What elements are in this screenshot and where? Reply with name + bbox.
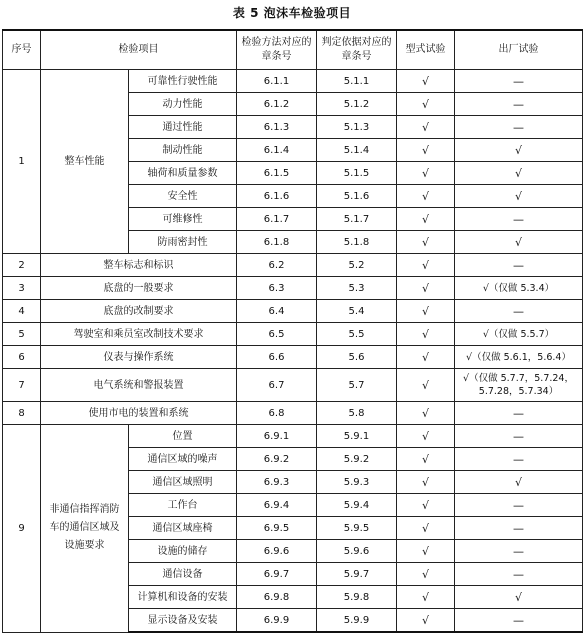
type-test-cell: √ bbox=[397, 402, 455, 425]
factory-test-cell: — bbox=[455, 402, 583, 425]
basis-cell: 5.7 bbox=[317, 369, 397, 402]
factory-test-cell bbox=[455, 369, 583, 402]
header-row bbox=[3, 30, 583, 70]
type-test-cell: √ bbox=[397, 609, 455, 633]
item-cell: 驾驶室和乘员室改制技术要求 bbox=[41, 323, 237, 346]
method-cell: 6.1.5 bbox=[237, 162, 317, 185]
item-cell: 使用市电的装置和系统 bbox=[41, 402, 237, 425]
factory-test-cell: — bbox=[455, 300, 583, 323]
factory-test-cell: √（仅做 5.5.7） bbox=[455, 323, 583, 346]
type-test-cell: √ bbox=[397, 70, 455, 93]
basis-cell: 5.1.1 bbox=[317, 70, 397, 93]
basis-cell: 5.2 bbox=[317, 254, 397, 277]
type-test-cell: √ bbox=[397, 323, 455, 346]
basis-cell: 5.1.5 bbox=[317, 162, 397, 185]
factory-test-cell: — bbox=[455, 116, 583, 139]
factory-test-cell: √ bbox=[455, 139, 583, 162]
factory-test-cell: √ bbox=[455, 162, 583, 185]
sub-item-cell: 通信区域座椅 bbox=[129, 517, 237, 540]
factory-test-cell: — bbox=[455, 494, 583, 517]
method-cell: 6.6 bbox=[237, 346, 317, 369]
sub-item-cell: 工作台 bbox=[129, 494, 237, 517]
table-row bbox=[3, 346, 583, 369]
type-test-cell: √ bbox=[397, 517, 455, 540]
factory-test-cell: √（仅做 5.3.4） bbox=[455, 277, 583, 300]
table-row bbox=[3, 254, 583, 277]
basis-cell: 5.9.2 bbox=[317, 448, 397, 471]
method-cell: 6.1.2 bbox=[237, 93, 317, 116]
table-row bbox=[3, 369, 583, 402]
seq-cell: 9 bbox=[3, 425, 41, 633]
method-cell: 6.3 bbox=[237, 277, 317, 300]
group-name-cell: 非通信指挥消防车的通信区域及设施要求 bbox=[41, 425, 129, 633]
basis-cell: 5.9.1 bbox=[317, 425, 397, 448]
basis-cell: 5.9.5 bbox=[317, 517, 397, 540]
factory-test-cell: — bbox=[455, 425, 583, 448]
method-cell: 6.9.2 bbox=[237, 448, 317, 471]
method-cell: 6.5 bbox=[237, 323, 317, 346]
type-test-cell: √ bbox=[397, 425, 455, 448]
type-test-cell: √ bbox=[397, 185, 455, 208]
basis-cell: 5.1.6 bbox=[317, 185, 397, 208]
sub-item-cell: 安全性 bbox=[129, 185, 237, 208]
basis-cell: 5.9.8 bbox=[317, 586, 397, 609]
sub-item-cell: 动力性能 bbox=[129, 93, 237, 116]
table-row bbox=[3, 277, 583, 300]
factory-note-line-2: 5.7.28，5.7.34） bbox=[478, 386, 559, 397]
type-test-cell: √ bbox=[397, 346, 455, 369]
method-cell: 6.4 bbox=[237, 300, 317, 323]
sub-item-cell: 制动性能 bbox=[129, 139, 237, 162]
type-test-cell: √ bbox=[397, 208, 455, 231]
basis-cell: 5.9.6 bbox=[317, 540, 397, 563]
sub-item-cell: 显示设备及安装 bbox=[129, 609, 237, 633]
factory-test-cell: √ bbox=[455, 231, 583, 254]
seq-cell: 2 bbox=[3, 254, 41, 277]
method-cell: 6.8 bbox=[237, 402, 317, 425]
method-cell: 6.2 bbox=[237, 254, 317, 277]
type-test-cell: √ bbox=[397, 277, 455, 300]
basis-cell: 5.9.9 bbox=[317, 609, 397, 633]
seq-cell: 6 bbox=[3, 346, 41, 369]
sub-item-cell: 通信设备 bbox=[129, 563, 237, 586]
basis-cell: 5.3 bbox=[317, 277, 397, 300]
seq-cell: 4 bbox=[3, 300, 41, 323]
factory-test-cell: √（仅做 5.6.1，5.6.4） bbox=[455, 346, 583, 369]
table-caption: 表 5 泡沫车检验项目 bbox=[232, 6, 352, 20]
method-cell: 6.9.4 bbox=[237, 494, 317, 517]
header-type-test: 型式试验 bbox=[397, 30, 455, 70]
basis-cell: 5.1.3 bbox=[317, 116, 397, 139]
method-cell: 6.9.8 bbox=[237, 586, 317, 609]
sub-item-cell: 设施的储存 bbox=[129, 540, 237, 563]
type-test-cell: √ bbox=[397, 494, 455, 517]
header-method: 检验方法对应的章条号 bbox=[237, 30, 317, 70]
header-seq: 序号 bbox=[3, 30, 41, 70]
basis-cell: 5.9.7 bbox=[317, 563, 397, 586]
table-row bbox=[3, 425, 583, 448]
header-factory-test: 出厂试验 bbox=[455, 30, 583, 70]
type-test-cell: √ bbox=[397, 471, 455, 494]
factory-test-cell: — bbox=[455, 93, 583, 116]
item-cell: 底盘的改制要求 bbox=[41, 300, 237, 323]
method-cell: 6.1.3 bbox=[237, 116, 317, 139]
factory-test-cell: — bbox=[455, 254, 583, 277]
basis-cell: 5.8 bbox=[317, 402, 397, 425]
seq-cell: 7 bbox=[3, 369, 41, 402]
sub-item-cell: 轴荷和质量参数 bbox=[129, 162, 237, 185]
table-row bbox=[3, 323, 583, 346]
table-row bbox=[3, 402, 583, 425]
sub-item-cell: 计算机和设备的安装 bbox=[129, 586, 237, 609]
method-cell: 6.9.3 bbox=[237, 471, 317, 494]
factory-test-cell: — bbox=[455, 609, 583, 633]
type-test-cell: √ bbox=[397, 369, 455, 402]
sub-item-cell: 通信区域照明 bbox=[129, 471, 237, 494]
item-cell: 整车标志和标识 bbox=[41, 254, 237, 277]
seq-cell: 3 bbox=[3, 277, 41, 300]
type-test-cell: √ bbox=[397, 116, 455, 139]
factory-test-cell: √ bbox=[455, 471, 583, 494]
header-basis: 判定依据对应的章条号 bbox=[317, 30, 397, 70]
type-test-cell: √ bbox=[397, 540, 455, 563]
type-test-cell: √ bbox=[397, 139, 455, 162]
type-test-cell: √ bbox=[397, 254, 455, 277]
sub-item-cell: 通信区域的噪声 bbox=[129, 448, 237, 471]
type-test-cell: √ bbox=[397, 231, 455, 254]
basis-cell: 5.1.4 bbox=[317, 139, 397, 162]
type-test-cell: √ bbox=[397, 162, 455, 185]
factory-test-cell: — bbox=[455, 563, 583, 586]
factory-test-cell: — bbox=[455, 208, 583, 231]
item-cell: 仪表与操作系统 bbox=[41, 346, 237, 369]
factory-test-cell: — bbox=[455, 70, 583, 93]
method-cell: 6.1.4 bbox=[237, 139, 317, 162]
factory-test-cell: √ bbox=[455, 586, 583, 609]
factory-note-line-1: √（仅做 5.7.7，5.7.24， bbox=[463, 373, 574, 384]
factory-test-cell: — bbox=[455, 448, 583, 471]
method-cell: 6.7 bbox=[237, 369, 317, 402]
basis-cell: 5.6 bbox=[317, 346, 397, 369]
sub-item-cell: 通过性能 bbox=[129, 116, 237, 139]
method-cell: 6.9.7 bbox=[237, 563, 317, 586]
basis-cell: 5.9.4 bbox=[317, 494, 397, 517]
factory-test-cell: √ bbox=[455, 185, 583, 208]
inspection-items-table bbox=[2, 29, 583, 633]
method-cell: 6.9.6 bbox=[237, 540, 317, 563]
method-cell: 6.1.7 bbox=[237, 208, 317, 231]
basis-cell: 5.9.3 bbox=[317, 471, 397, 494]
group-name-cell: 整车性能 bbox=[41, 70, 129, 254]
type-test-cell: √ bbox=[397, 448, 455, 471]
method-cell: 6.1.8 bbox=[237, 231, 317, 254]
method-cell: 6.9.1 bbox=[237, 425, 317, 448]
method-cell: 6.9.9 bbox=[237, 609, 317, 633]
basis-cell: 5.1.8 bbox=[317, 231, 397, 254]
header-item: 检验项目 bbox=[41, 30, 237, 70]
basis-cell: 5.1.2 bbox=[317, 93, 397, 116]
type-test-cell: √ bbox=[397, 93, 455, 116]
method-cell: 6.1.6 bbox=[237, 185, 317, 208]
method-cell: 6.9.5 bbox=[237, 517, 317, 540]
seq-cell: 1 bbox=[3, 70, 41, 254]
sub-item-cell: 防雨密封性 bbox=[129, 231, 237, 254]
type-test-cell: √ bbox=[397, 586, 455, 609]
factory-test-cell: — bbox=[455, 517, 583, 540]
sub-item-cell: 位置 bbox=[129, 425, 237, 448]
item-cell: 底盘的一般要求 bbox=[41, 277, 237, 300]
factory-test-cell: — bbox=[455, 540, 583, 563]
type-test-cell: √ bbox=[397, 300, 455, 323]
method-cell: 6.1.1 bbox=[237, 70, 317, 93]
basis-cell: 5.5 bbox=[317, 323, 397, 346]
table-row bbox=[3, 70, 583, 93]
seq-cell: 5 bbox=[3, 323, 41, 346]
seq-cell: 8 bbox=[3, 402, 41, 425]
basis-cell: 5.1.7 bbox=[317, 208, 397, 231]
basis-cell: 5.4 bbox=[317, 300, 397, 323]
sub-item-cell: 可维修性 bbox=[129, 208, 237, 231]
sub-item-cell: 可靠性行驶性能 bbox=[129, 70, 237, 93]
item-cell: 电气系统和警报装置 bbox=[41, 369, 237, 402]
type-test-cell: √ bbox=[397, 563, 455, 586]
table-row bbox=[3, 300, 583, 323]
